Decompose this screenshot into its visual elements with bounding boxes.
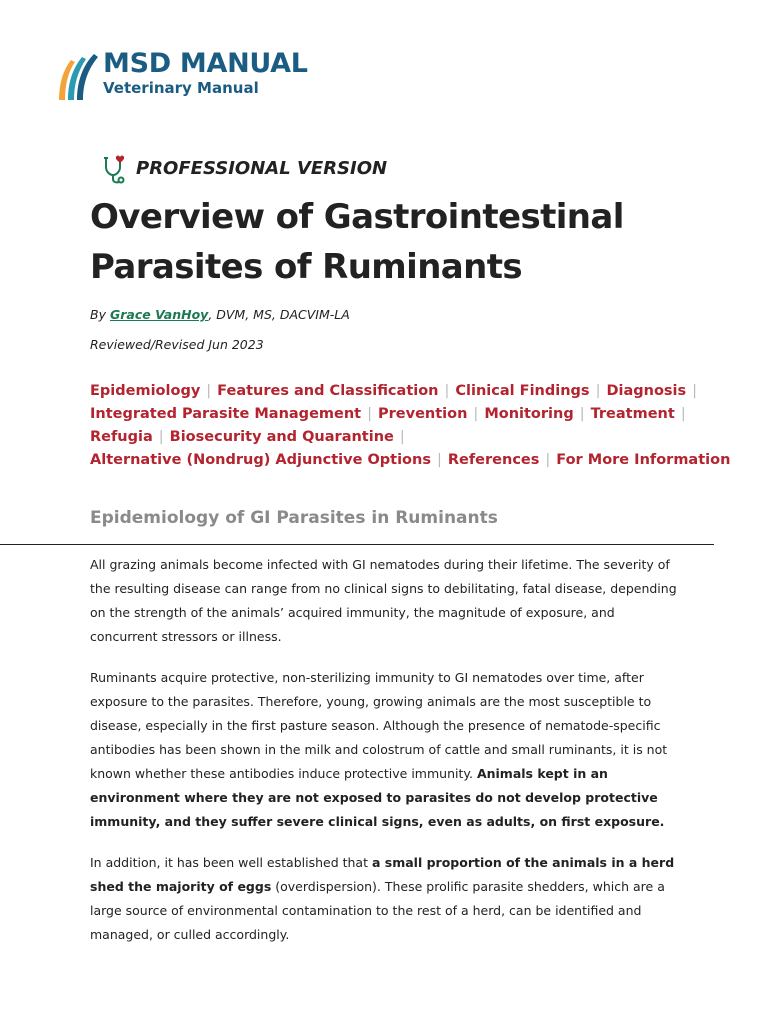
toc-link-refugia[interactable]: Refugia xyxy=(90,429,153,445)
msd-manual-logo[interactable] xyxy=(55,46,315,106)
brand-title: MSD MANUAL xyxy=(103,48,308,79)
author-link[interactable]: Grace VanHoy xyxy=(109,307,209,322)
byline-prefix: By xyxy=(90,307,106,322)
paragraph-1: All grazing animals become infected with GI nematodes during their lifetime. The severity of the resulting disease can range from no clinical signs to debilitating, fatal disease, depending on the strength of the animals’ acquired immunity, the magnitude of exposure, and concurrent stressors or illness. xyxy=(90,557,677,644)
paragraph-3-emphasis: a small proportion of the animals in a herd shed the majority of eggs xyxy=(90,855,675,894)
toc-link-features-classification[interactable]: Features and Classification xyxy=(217,383,439,399)
toc-link-diagnosis[interactable]: Diagnosis xyxy=(606,383,687,399)
version-label: PROFESSIONAL VERSION xyxy=(136,158,388,179)
toc-link-references[interactable]: References xyxy=(447,452,540,468)
section-nav: Epidemiology | Features and Classification | Clinical Findings | Diagnosis | Integrated Parasite Management | Prevention | Monitoring | Treatment | Refugia | Biosecurity and Quarantine | Alternative (Nondrug) Adjunctive Options | References | For More Information xyxy=(90,383,731,468)
byline xyxy=(90,307,350,322)
toc-link-more-information[interactable]: For More Information xyxy=(556,452,731,468)
reviewed-date: Reviewed/Revised Jun 2023 xyxy=(90,337,264,352)
section-heading[interactable]: Epidemiology of GI Parasites in Ruminants xyxy=(90,508,498,528)
paragraph-3-start: In addition, it has been well established that xyxy=(90,855,372,870)
msd-logo-icon xyxy=(55,50,101,102)
toc-link-monitoring[interactable]: Monitoring xyxy=(484,406,574,422)
toc-link-biosecurity-quarantine[interactable]: Biosecurity and Quarantine xyxy=(169,429,394,445)
paragraph-3-end: (overdispersion). These prolific parasite shedders, which are a large source of environmental contamination to the rest of a herd, can be identified and managed, or culled accordingly. xyxy=(90,879,665,942)
paragraph-2-emphasis: Animals kept in an environment where they are not exposed to parasites do not develop protective immunity, and they suffer severe clinical signs, even as adults, on first exposure. xyxy=(90,766,665,829)
brand-subtitle: Veterinary Manual xyxy=(103,79,259,97)
paragraph-3 xyxy=(90,851,685,947)
toc-link-integrated-parasite-management[interactable]: Integrated Parasite Management xyxy=(90,406,362,422)
toc-link-treatment[interactable]: Treatment xyxy=(590,406,675,422)
section-divider xyxy=(0,544,714,545)
stethoscope-icon xyxy=(100,155,128,185)
section-body xyxy=(90,553,685,964)
page-title: Overview of Gastrointestinal Parasites of Ruminants xyxy=(90,197,624,287)
paragraph-2 xyxy=(90,666,685,834)
paragraph-2-text: Ruminants acquire protective, non-sterilizing immunity to GI nematodes over time, after exposure to the parasites. Therefore, young, growing animals are the most susceptible to disease, especially in the first pasture season. Although the presence of nematode-specific antibodies has been shown in the milk and colostrum of cattle and small ruminants, it is not known whether these antibodies induce protective immunity. xyxy=(90,670,668,781)
toc-link-prevention[interactable]: Prevention xyxy=(378,406,468,422)
toc-link-epidemiology[interactable]: Epidemiology xyxy=(90,383,201,399)
author-credentials: , DVM, MS, DACVIM-LA xyxy=(208,307,350,322)
toc-link-alternative-options[interactable]: Alternative (Nondrug) Adjunctive Options xyxy=(90,452,431,468)
toc-link-clinical-findings[interactable]: Clinical Findings xyxy=(455,383,590,399)
